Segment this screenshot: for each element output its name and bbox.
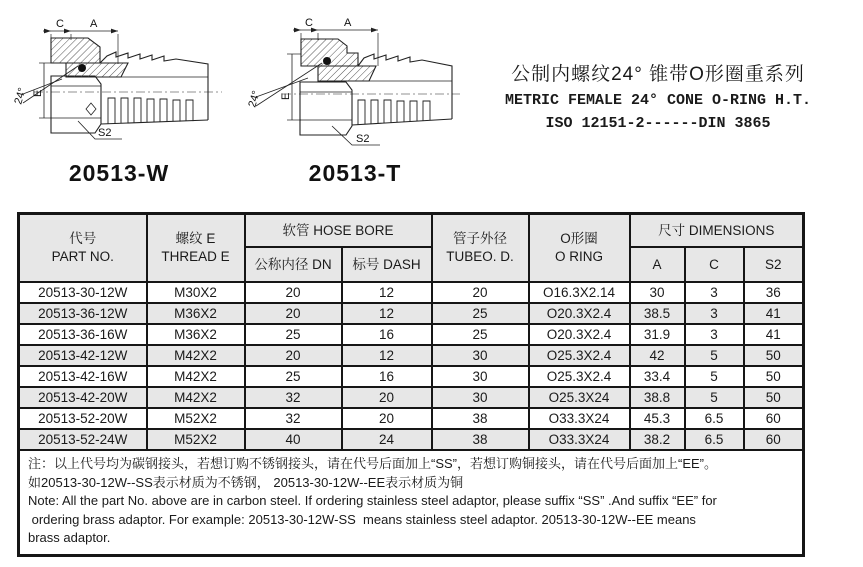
table-row: [19, 387, 804, 408]
cell-thread: M42X2: [147, 387, 245, 408]
cell-tube: 38: [432, 408, 529, 429]
cell-dash: 16: [342, 366, 432, 387]
series-title-english: METRIC FEMALE 24° CONE O-RING H.T.: [504, 91, 812, 109]
cell-part_no: 20513-42-12W: [19, 345, 147, 366]
col-header-dim-a: A: [630, 247, 685, 282]
note-line-cn-1: 注：以上代号均为碳钢接头，若想订购不锈钢接头，请在代号后面加上“SS”，若想订购铜接头，请在代号后面加上“EE”。: [28, 456, 718, 471]
cell-s2: 41: [744, 303, 804, 324]
cell-thread: M42X2: [147, 345, 245, 366]
cell-part_no: 20513-30-12W: [19, 282, 147, 303]
cell-s2: 60: [744, 408, 804, 429]
part-caption-20513-w: 20513-W: [68, 160, 170, 186]
cell-c: 6.5: [685, 429, 744, 450]
cell-part_no: 20513-42-20W: [19, 387, 147, 408]
cell-dash: 16: [342, 324, 432, 345]
cell-dash: 24: [342, 429, 432, 450]
cell-dash: 12: [342, 345, 432, 366]
col-header-part-no: [19, 214, 147, 283]
cell-s2: 36: [744, 282, 804, 303]
cell-c: 5: [685, 345, 744, 366]
cell-thread: M52X2: [147, 429, 245, 450]
spec-table-header: [19, 214, 804, 283]
cell-a: 33.4: [630, 366, 685, 387]
cell-c: 5: [685, 387, 744, 408]
cell-dn: 32: [245, 387, 342, 408]
cell-tube: 30: [432, 366, 529, 387]
angle-label: 24°: [246, 89, 263, 109]
cell-oring: O25.3X24: [529, 387, 630, 408]
spec-table-body: [19, 282, 804, 450]
notes-block: [19, 450, 804, 555]
table-row: [19, 345, 804, 366]
dim-label-c: C: [56, 18, 64, 30]
dim-label-s2: S2: [98, 127, 112, 139]
series-title-block: [469, 62, 847, 134]
dim-label-e: E: [280, 92, 292, 100]
cell-oring: O25.3X2.4: [529, 345, 630, 366]
cell-tube: 20: [432, 282, 529, 303]
o-ring-dot: [323, 57, 331, 65]
col-header-dim-c: C: [685, 247, 744, 282]
cell-a: 42: [630, 345, 685, 366]
note-line-en-1: Note: All the part No. above are in carbon steel. If ordering stainless steel adaptor, please suffix “SS” .And suffix “EE” for: [28, 493, 717, 508]
cell-part_no: 20513-42-16W: [19, 366, 147, 387]
cell-dn: 20: [245, 345, 342, 366]
cell-thread: M42X2: [147, 366, 245, 387]
col-header-thread-cn: 螺纹 E: [175, 231, 216, 247]
cell-s2: 50: [744, 366, 804, 387]
col-header-tube-en: TUBEO. D.: [446, 249, 514, 264]
col-header-part-no-cn: 代号: [69, 231, 97, 247]
cell-tube: 38: [432, 429, 529, 450]
cell-a: 31.9: [630, 324, 685, 345]
cell-c: 5: [685, 366, 744, 387]
col-header-oring-en: O RING: [554, 249, 603, 264]
cell-part_no: 20513-36-16W: [19, 324, 147, 345]
cell-c: 3: [685, 282, 744, 303]
col-header-oring-cn: O形圈: [560, 231, 598, 247]
cell-tube: 30: [432, 387, 529, 408]
dim-label-e: E: [32, 89, 44, 97]
cell-s2: 41: [744, 324, 804, 345]
col-header-tube-cn: 管子外径: [453, 231, 507, 247]
spec-table: [17, 212, 805, 557]
cell-dn: 32: [245, 408, 342, 429]
cell-a: 45.3: [630, 408, 685, 429]
cell-part_no: 20513-36-12W: [19, 303, 147, 324]
cell-part_no: 20513-52-20W: [19, 408, 147, 429]
note-line-cn-2: 如20513-30-12W--SS表示材质为不锈钢， 20513-30-12W--EE表示材质为铜: [28, 474, 464, 490]
part-caption-20513-t: 20513-T: [308, 160, 402, 186]
cell-s2: 50: [744, 345, 804, 366]
col-header-dash: 标号 DASH: [342, 247, 432, 282]
cell-a: 38.2: [630, 429, 685, 450]
dim-label-s2: S2: [356, 133, 370, 145]
col-header-dn: 公称内径 DN: [245, 247, 342, 282]
table-row: [19, 429, 804, 450]
cell-thread: M52X2: [147, 408, 245, 429]
col-header-dimensions: 尺寸 DIMENSIONS: [630, 214, 804, 248]
cell-a: 38.5: [630, 303, 685, 324]
col-header-thread: [147, 214, 245, 283]
fitting-outline-w: [23, 29, 222, 139]
note-line-en-2: ordering brass adaptor. For example: 20513-30-12W-SS means stainless steel adaptor. 20513-30-12W--EE means: [28, 511, 696, 527]
col-header-part-no-en: PART NO.: [51, 249, 114, 264]
cell-tube: 30: [432, 345, 529, 366]
cell-thread: M36X2: [147, 324, 245, 345]
table-row: [19, 324, 804, 345]
col-header-tube-od: [432, 214, 529, 283]
table-row: [19, 408, 804, 429]
technical-drawing-20513-t: [246, 6, 464, 158]
o-ring-dot: [78, 64, 86, 72]
cell-dn: 20: [245, 282, 342, 303]
cell-s2: 60: [744, 429, 804, 450]
cell-a: 30: [630, 282, 685, 303]
cell-oring: O33.3X24: [529, 408, 630, 429]
col-header-thread-en: THREAD E: [161, 249, 230, 264]
standard-reference: ISO 12151-2------DIN 3865: [545, 114, 771, 132]
cell-dn: 20: [245, 303, 342, 324]
cell-tube: 25: [432, 303, 529, 324]
cell-dn: 25: [245, 366, 342, 387]
cell-a: 38.8: [630, 387, 685, 408]
cell-tube: 25: [432, 324, 529, 345]
table-row: [19, 366, 804, 387]
dim-label-a: A: [90, 18, 98, 30]
col-header-dim-s2: S2: [744, 247, 804, 282]
cell-part_no: 20513-52-24W: [19, 429, 147, 450]
cell-oring: O20.3X2.4: [529, 303, 630, 324]
cell-c: 3: [685, 303, 744, 324]
cell-dn: 25: [245, 324, 342, 345]
dim-label-a: A: [344, 17, 352, 29]
cell-c: 3: [685, 324, 744, 345]
cell-thread: M30X2: [147, 282, 245, 303]
col-header-hose-bore: 软管 HOSE BORE: [245, 214, 432, 248]
cell-oring: O25.3X2.4: [529, 366, 630, 387]
series-title-chinese: 公制内螺纹24° 锥带O形圈重系列: [511, 64, 805, 85]
cell-c: 6.5: [685, 408, 744, 429]
cell-thread: M36X2: [147, 303, 245, 324]
col-header-o-ring: [529, 214, 630, 283]
angle-label: 24°: [12, 86, 29, 106]
cell-dash: 20: [342, 387, 432, 408]
dim-label-c: C: [305, 17, 313, 29]
cell-dn: 40: [245, 429, 342, 450]
cell-dash: 12: [342, 303, 432, 324]
cell-dash: 20: [342, 408, 432, 429]
cell-oring: O16.3X2.14: [529, 282, 630, 303]
cell-s2: 50: [744, 387, 804, 408]
technical-drawing-20513-w: [10, 6, 228, 158]
table-row: [19, 303, 804, 324]
cell-oring: O33.3X24: [529, 429, 630, 450]
fitting-outline-t: [256, 28, 460, 145]
table-row: [19, 282, 804, 303]
note-line-en-3: brass adaptor.: [28, 530, 111, 545]
cell-dash: 12: [342, 282, 432, 303]
cell-oring: O20.3X2.4: [529, 324, 630, 345]
